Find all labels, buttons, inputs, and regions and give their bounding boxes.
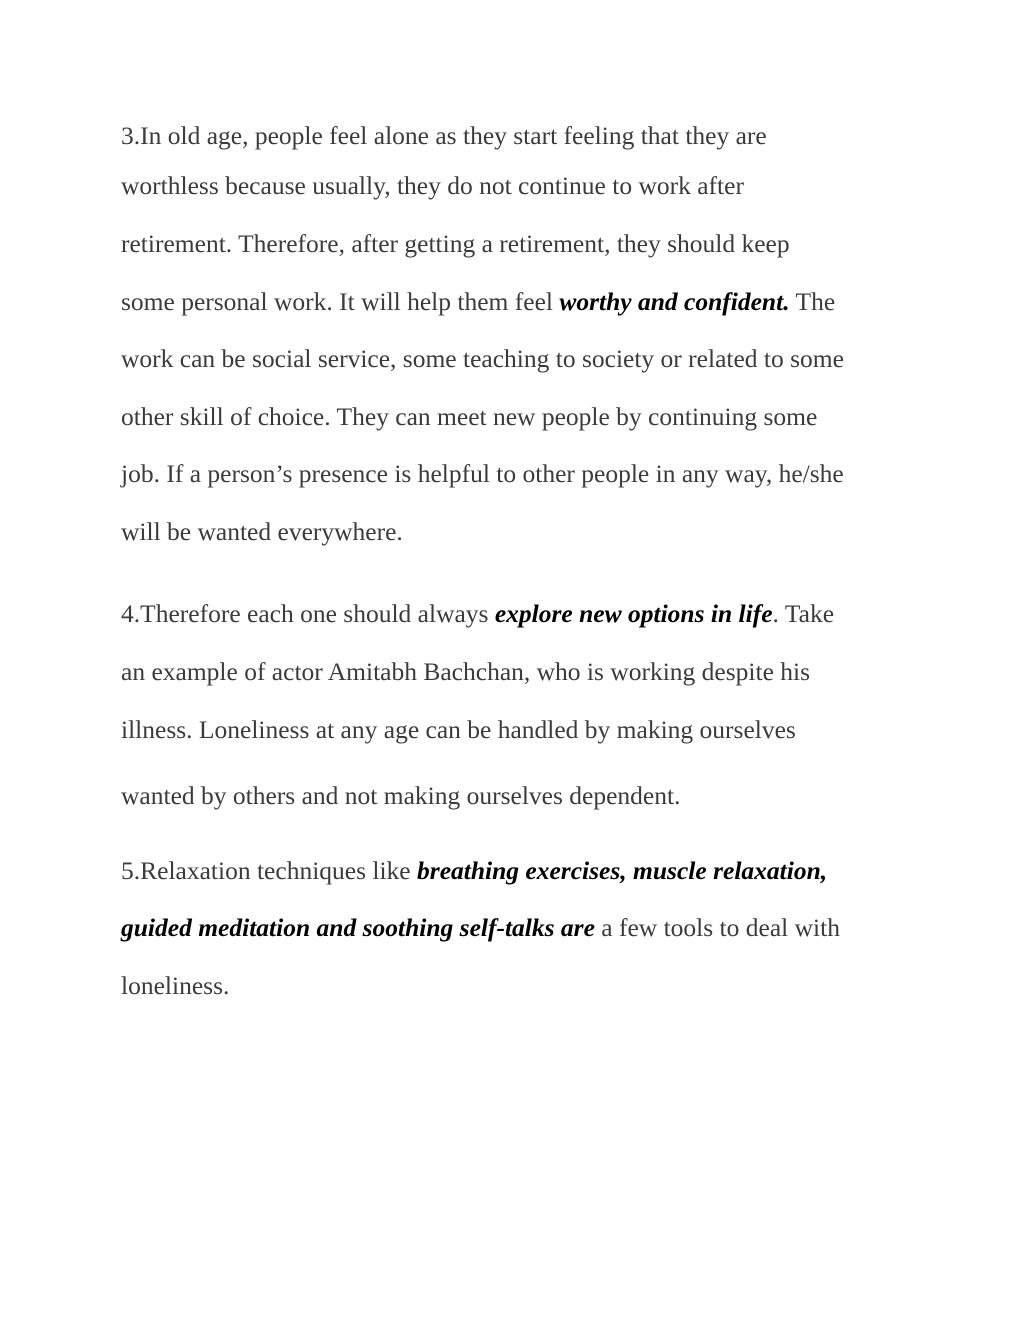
- text-run: 3.In old age, people feel alone as they start feeling that they are: [121, 121, 767, 150]
- emphasis-text: explore new options in life: [494, 599, 773, 628]
- text-run: other skill of choice. They can meet new people by continuing some: [121, 402, 818, 431]
- text-line: [121, 286, 835, 318]
- text-line: [121, 228, 790, 260]
- text-line: [121, 516, 403, 548]
- text-run: The: [789, 287, 836, 316]
- text-run: loneliness.: [121, 971, 230, 1000]
- text-line: [121, 780, 680, 812]
- text-line: [121, 343, 844, 375]
- text-run: . Take: [772, 599, 835, 628]
- text-line: [121, 855, 827, 887]
- text-run: retirement. Therefore, after getting a retirement, they should keep: [121, 229, 790, 258]
- text-line: [121, 401, 817, 433]
- text-run: work can be social service, some teaching to society or related to some: [121, 344, 844, 373]
- emphasis-text: guided meditation and soothing self-talks are: [121, 913, 595, 942]
- text-line: [121, 656, 810, 688]
- text-run: a few tools to deal with: [594, 913, 840, 942]
- text-run: job. If a person’s presence is helpful to other people in any way, he/she: [121, 459, 844, 488]
- text-line: [121, 912, 840, 944]
- text-line: [121, 170, 744, 202]
- text-run: worthless because usually, they do not continue to work after: [121, 171, 744, 200]
- text-run: an example of actor Amitabh Bachchan, who is working despite his: [121, 657, 811, 686]
- text-run: wanted by others and not making ourselves dependent.: [121, 781, 681, 810]
- text-run: 5.Relaxation techniques like: [121, 856, 418, 885]
- text-run: some personal work. It will help them feel: [121, 287, 560, 316]
- emphasis-text: worthy and confident.: [559, 287, 790, 316]
- text-line: [121, 598, 834, 630]
- text-line: [121, 120, 767, 152]
- text-line: [121, 970, 229, 1002]
- emphasis-text: breathing exercises, muscle relaxation,: [417, 856, 828, 885]
- text-run: illness. Loneliness at any age can be handled by making ourselves: [121, 715, 796, 744]
- text-run: 4.Therefore each one should always: [121, 599, 495, 628]
- text-line: [121, 458, 844, 490]
- text-run: will be wanted everywhere.: [121, 517, 403, 546]
- text-line: [121, 714, 796, 746]
